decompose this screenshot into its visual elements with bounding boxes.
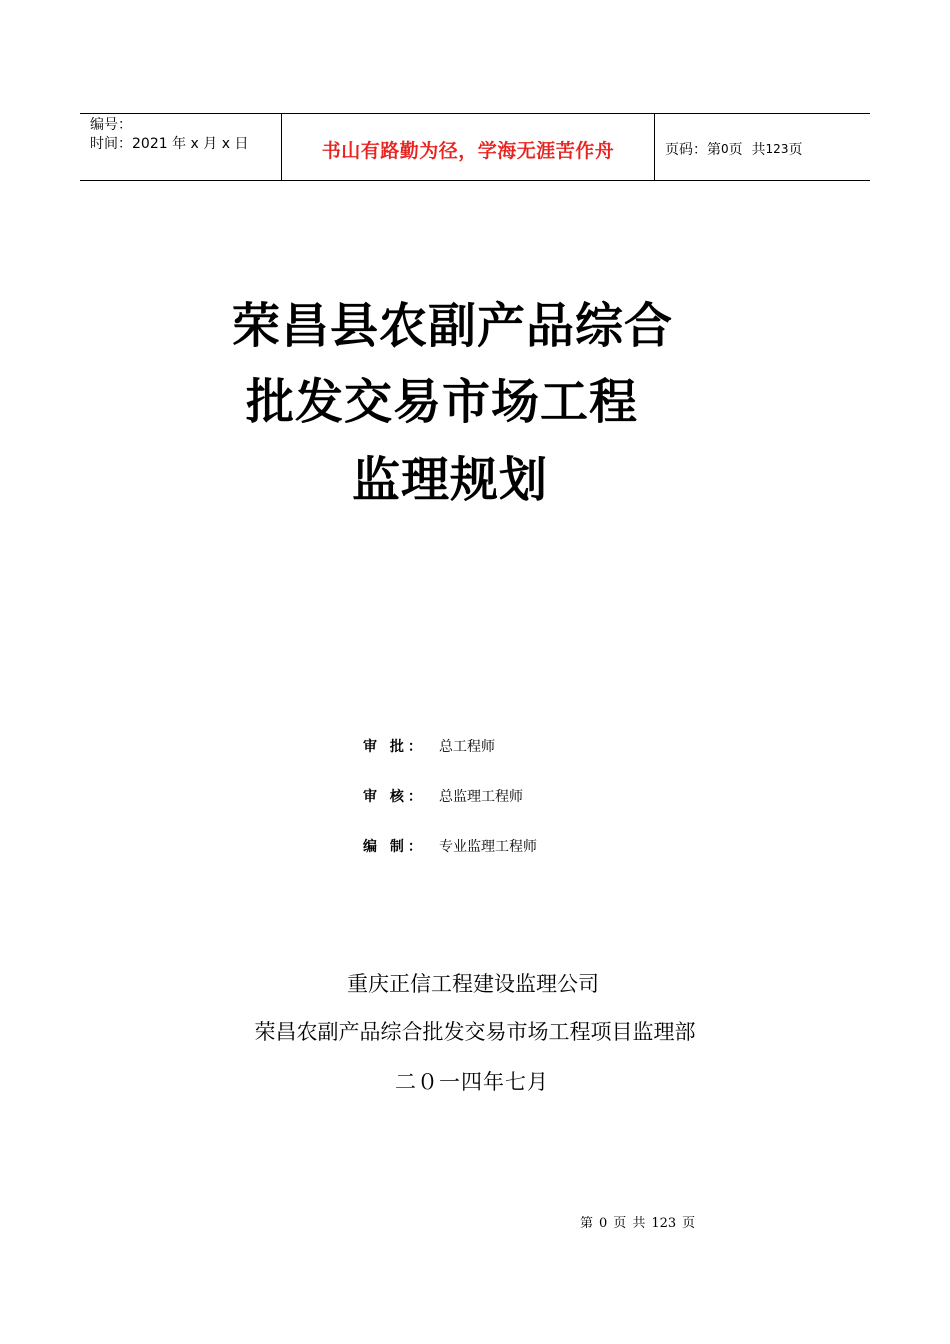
time-row: [90, 135, 281, 154]
number-label: 编号：: [90, 117, 132, 133]
approval-row-approve: [363, 737, 495, 757]
footer-suffix: 页: [682, 1216, 696, 1231]
page-footer: [580, 1212, 701, 1231]
page-end: 页: [788, 142, 803, 158]
approval-value: 总工程师: [439, 739, 495, 755]
approval-row-review: [363, 787, 523, 807]
header-page-cell: [655, 114, 870, 180]
page-mid: 页 共: [728, 142, 766, 158]
approval-value: 专业监理工程师: [439, 839, 537, 855]
page-current: 0: [721, 142, 729, 156]
footer-mid2: 共: [632, 1216, 646, 1231]
approval-row-compile: [363, 837, 537, 857]
page-total: 123: [765, 142, 789, 156]
footer-prefix: 第: [580, 1216, 594, 1231]
footer-current: 0: [599, 1216, 608, 1231]
footer-total: 123: [651, 1216, 677, 1231]
title-line-3: 监理规划: [352, 452, 549, 508]
time-label: 时间：: [90, 136, 132, 152]
approval-label: 审 核：: [363, 789, 426, 805]
header-motto-cell: [282, 114, 655, 180]
title-line-1: 荣昌县农副产品综合: [232, 298, 674, 354]
document-header: [80, 113, 870, 181]
approval-value: 总监理工程师: [439, 789, 523, 805]
approval-label: 审 批：: [363, 739, 426, 755]
document-date: 二０一四年七月: [395, 1070, 549, 1094]
time-value: 2021 年 x 月 x 日: [132, 136, 249, 152]
department-name: 荣昌农副产品综合批发交易市场工程项目监理部: [254, 1020, 696, 1044]
page-label: 页码：第: [665, 142, 721, 158]
motto-text: 书山有路勤为径，学海无涯苦作舟: [321, 139, 615, 162]
title-line-2: 批发交易市场工程: [246, 374, 639, 430]
company-name: 重庆正信工程建设监理公司: [347, 972, 599, 996]
approval-label: 编 制：: [363, 839, 426, 855]
footer-mid1: 页: [613, 1216, 627, 1231]
header-info-cell: [80, 114, 282, 180]
